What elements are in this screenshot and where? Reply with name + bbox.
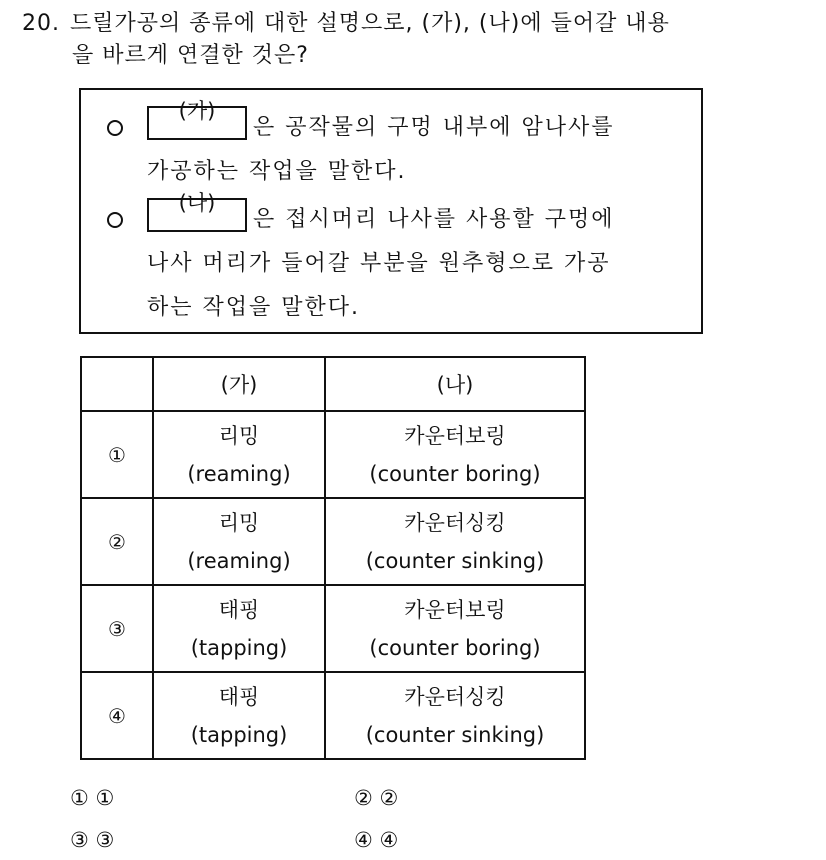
blank-box-na	[147, 191, 247, 232]
ga-cell	[153, 672, 325, 759]
item2-text-a: 은 접시머리 나사를 사용할 구멍에	[253, 207, 615, 232]
question-text-line1: 드릴가공의 종류에 대한 설명으로, (가), (나)에 들어갈 내용	[70, 11, 670, 36]
ga-cell	[153, 411, 325, 498]
choice-1[interactable]: ① ①	[70, 786, 115, 810]
table-row	[81, 411, 585, 498]
option-mark: ③	[81, 585, 153, 672]
na-cell	[325, 411, 585, 498]
na-cell	[325, 585, 585, 672]
ga-cell	[153, 585, 325, 672]
table-header-row	[81, 357, 585, 411]
na-korean: 카운터보링	[404, 597, 506, 622]
ga-korean: 태핑	[218, 684, 260, 709]
blank-label-ga: (가)	[178, 99, 216, 123]
circle-bullet-icon	[107, 120, 123, 136]
item1-text-b: 가공하는 작업을 말한다.	[147, 159, 407, 184]
item1-text-a: 은 공작물의 구멍 내부에 암나사를	[253, 115, 615, 140]
table-header-cell: (가)	[153, 357, 325, 411]
option-mark: ②	[81, 498, 153, 585]
na-english: (counter boring)	[369, 635, 541, 660]
ga-korean: 리밍	[218, 423, 260, 448]
choice-4[interactable]: ④ ④	[354, 828, 399, 852]
table-header-cell	[81, 357, 153, 411]
na-cell	[325, 672, 585, 759]
na-english: (counter boring)	[369, 461, 541, 486]
na-cell	[325, 498, 585, 585]
description-box	[79, 88, 703, 334]
blank-box-ga	[147, 99, 247, 140]
na-korean: 카운터싱킹	[404, 510, 506, 535]
option-mark: ④	[81, 672, 153, 759]
answer-table	[80, 356, 586, 760]
ga-cell	[153, 498, 325, 585]
choice-3[interactable]: ③ ③	[70, 828, 115, 852]
choice-2[interactable]: ② ②	[354, 786, 399, 810]
item2-text-c: 하는 작업을 말한다.	[147, 295, 360, 320]
question-text-line2: 을 바르게 연결한 것은?	[72, 43, 309, 68]
item2-text-b: 나사 머리가 들어갈 부분을 원추형으로 가공	[147, 251, 611, 276]
ga-korean: 태핑	[218, 597, 260, 622]
table-row	[81, 672, 585, 759]
ga-english: (tapping)	[190, 722, 288, 747]
question-number: 20.	[22, 11, 60, 36]
table-row	[81, 585, 585, 672]
na-english: (counter sinking)	[365, 722, 545, 747]
ga-english: (reaming)	[187, 461, 291, 486]
na-korean: 카운터보링	[404, 423, 506, 448]
question-stem	[22, 8, 812, 72]
table-header-cell: (나)	[325, 357, 585, 411]
table-row	[81, 498, 585, 585]
circle-bullet-icon	[107, 212, 123, 228]
blank-label-na: (나)	[178, 191, 216, 215]
ga-korean: 리밍	[218, 510, 260, 535]
ga-english: (tapping)	[190, 635, 288, 660]
option-mark: ①	[81, 411, 153, 498]
na-english: (counter sinking)	[365, 548, 545, 573]
ga-english: (reaming)	[187, 548, 291, 573]
na-korean: 카운터싱킹	[404, 684, 506, 709]
